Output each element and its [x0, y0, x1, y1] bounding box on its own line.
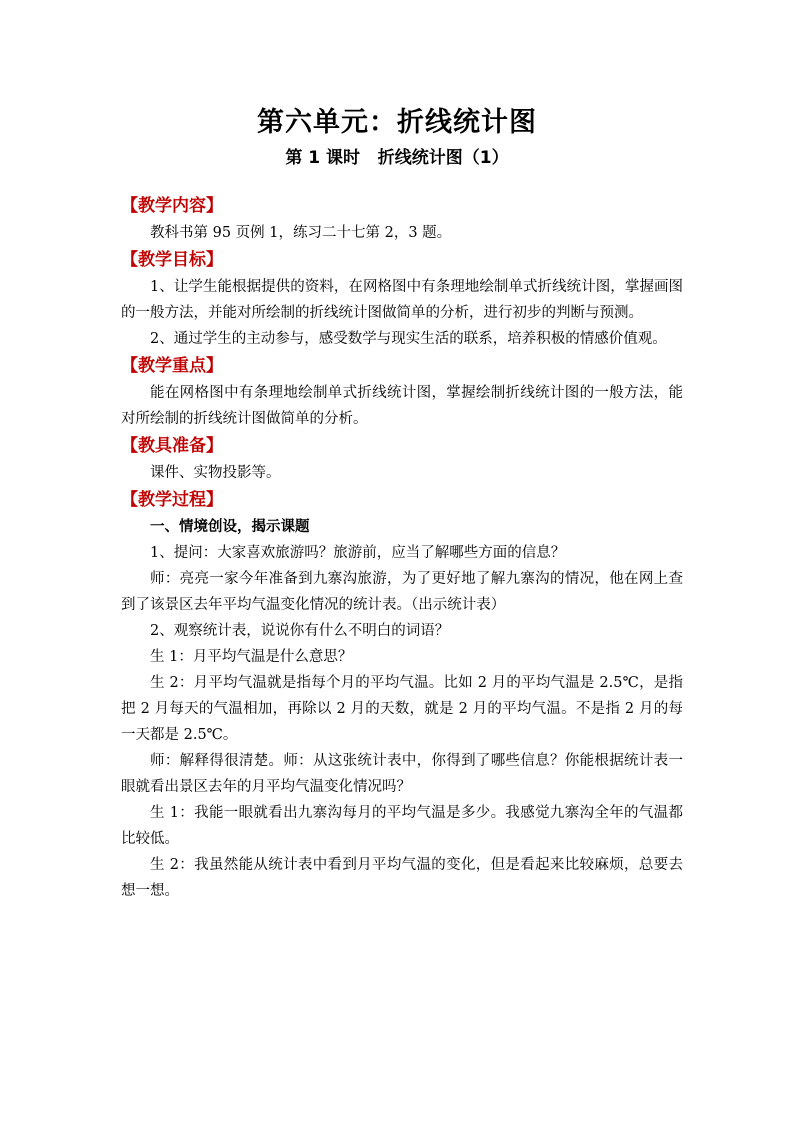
- paragraph: 1、让学生能根据提供的资料，在网格图中有条理地绘制单式折线统计图，掌握画图的一般方法，并能对所绘制的折线统计图做简单的分析，进行初步的判断与预测。: [121, 279, 683, 321]
- paragraph: 师：亮亮一家今年准备到九寨沟旅游，为了更好地了解九寨沟的情况，他在网上查到了该景区去年平均气温变化情况的统计表。（出示统计表）: [121, 571, 683, 613]
- document-title: 第六单元：折线统计图: [257, 107, 537, 138]
- paragraph: 课件、实物投影等。: [150, 465, 281, 481]
- section-heading-process: 【教学过程】: [121, 490, 223, 510]
- paragraph: 师：解释得很清楚。师：从这张统计表中，你得到了哪些信息？你能根据统计表一眼就看出景区去年的月平均气温变化情况吗？: [121, 753, 683, 795]
- paragraph: 2、观察统计表，说说你有什么不明白的词语？: [150, 623, 450, 639]
- paragraph: 生 2：我虽然能从统计表中看到月平均气温的变化，但是看起来比较麻烦，总要去想一想。: [121, 857, 683, 899]
- paragraph: 生 2：月平均气温就是指每个月的平均气温。比如 2 月的平均气温是 2.5℃，是指把 2 月每天的气温相加，再除以 2 月的天数，就是 2 月的平均气温。不是指 2 月的每一天都是 2.5℃。: [121, 675, 683, 743]
- paragraph: 2、通过学生的主动参与，感受数学与现实生活的联系，培养积极的情感价值观。: [150, 331, 667, 347]
- document-body: [121, 192, 683, 904]
- paragraph: 1、提问：大家喜欢旅游吗？旅游前，应当了解哪些方面的信息？: [150, 545, 566, 561]
- paragraph: 能在网格图中有条理地绘制单式折线统计图，掌握绘制折线统计图的一般方法，能对所绘制的折线统计图做简单的分析。: [121, 385, 683, 427]
- section-heading-materials: 【教具准备】: [121, 436, 223, 456]
- section-heading-key-points: 【教学重点】: [121, 356, 223, 376]
- paragraph: 生 1：月平均气温是什么意思？: [150, 649, 353, 665]
- section-heading-objectives: 【教学目标】: [121, 250, 223, 270]
- subsection-heading: 一、情境创设，揭示课题: [150, 519, 310, 535]
- section-heading-content: 【教学内容】: [121, 196, 223, 216]
- paragraph: 教科书第 95 页例 1，练习二十七第 2，3 题。: [150, 225, 452, 241]
- paragraph: 生 1：我能一眼就看出九寨沟每月的平均气温是多少。我感觉九寨沟全年的气温都比较低。: [121, 805, 683, 847]
- lesson-subtitle: 第 1 课时 折线统计图（1）: [285, 148, 509, 168]
